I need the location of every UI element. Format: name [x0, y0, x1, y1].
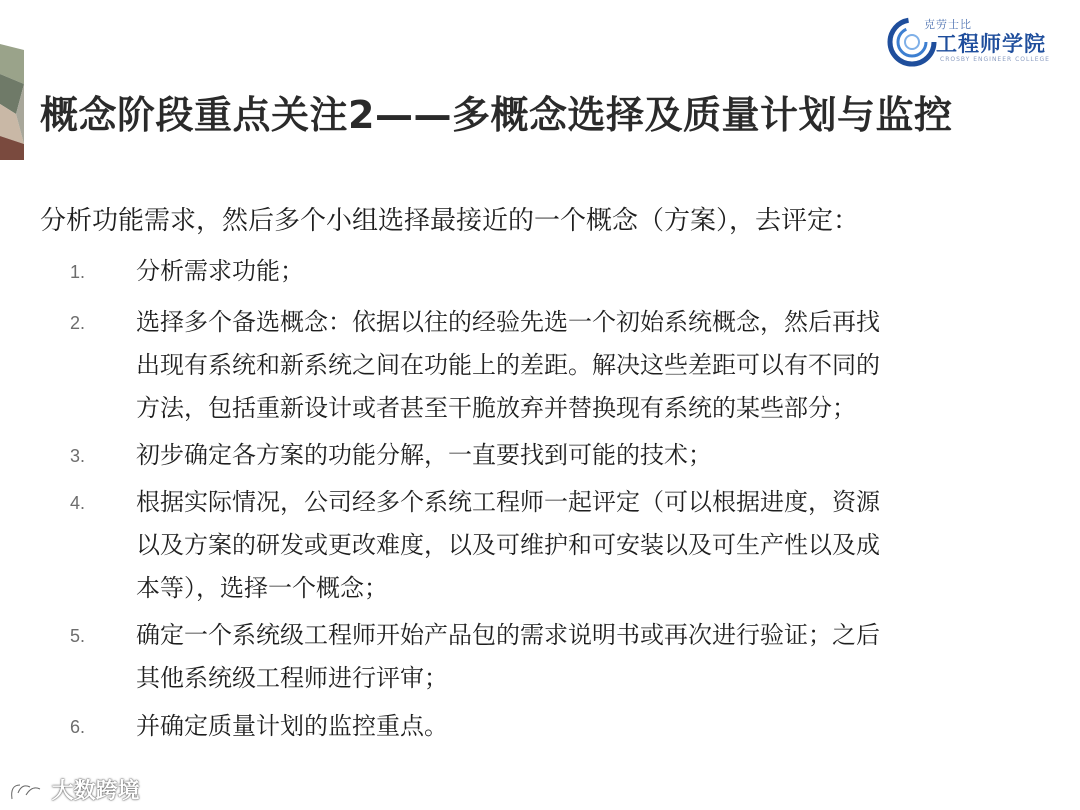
crosby-logo — [884, 10, 1054, 74]
slide-title: 概念阶段重点关注2——多概念选择及质量计划与监控 — [40, 93, 953, 137]
logo-sub-text: CROSBY ENGINEER COLLEGE — [940, 56, 1050, 63]
step-text: 初步确定各方案的功能分解，一直要找到可能的技术； — [136, 441, 712, 469]
step-number: 3. — [70, 446, 86, 466]
step-text: 根据实际情况，公司经多个系统工程师一起评定（可以根据进度，资源 以及方案的研发或更改难度，以及可维护和可安装以及可生产性以及成 本等），选择一个概念； — [136, 488, 880, 602]
step-number: 5. — [70, 626, 86, 646]
watermark-text: 大数跨境 — [51, 779, 140, 804]
decorative-corner-art — [0, 44, 24, 160]
logo-small-text: 克劳士比 — [924, 18, 972, 31]
step-text: 选择多个备选概念：依据以往的经验先选一个初始系统概念，然后再找 出现有系统和新系统之间在功能上的差距。解决这些差距可以有不同的 方法，包括重新设计或者甚至干脆放弃并替换现有系统的某些部分； — [136, 308, 880, 422]
watermark — [8, 774, 140, 805]
step-number: 6. — [70, 717, 86, 737]
step-text: 确定一个系统级工程师开始产品包的需求说明书或再次进行验证；之后 其他系统级工程师进行评审； — [136, 621, 880, 692]
step-number: 1. — [70, 262, 86, 282]
step-text: 并确定质量计划的监控重点。 — [136, 712, 448, 740]
step-number: 4. — [70, 493, 86, 513]
step-number: 2. — [70, 313, 86, 333]
watermark-logo-icon — [8, 779, 44, 805]
logo-main-text: 工程师学院 — [936, 32, 1046, 56]
intro-text: 分析功能需求，然后多个小组选择最接近的一个概念（方案），去评定： — [40, 206, 860, 236]
step-text: 分析需求功能； — [136, 257, 304, 285]
